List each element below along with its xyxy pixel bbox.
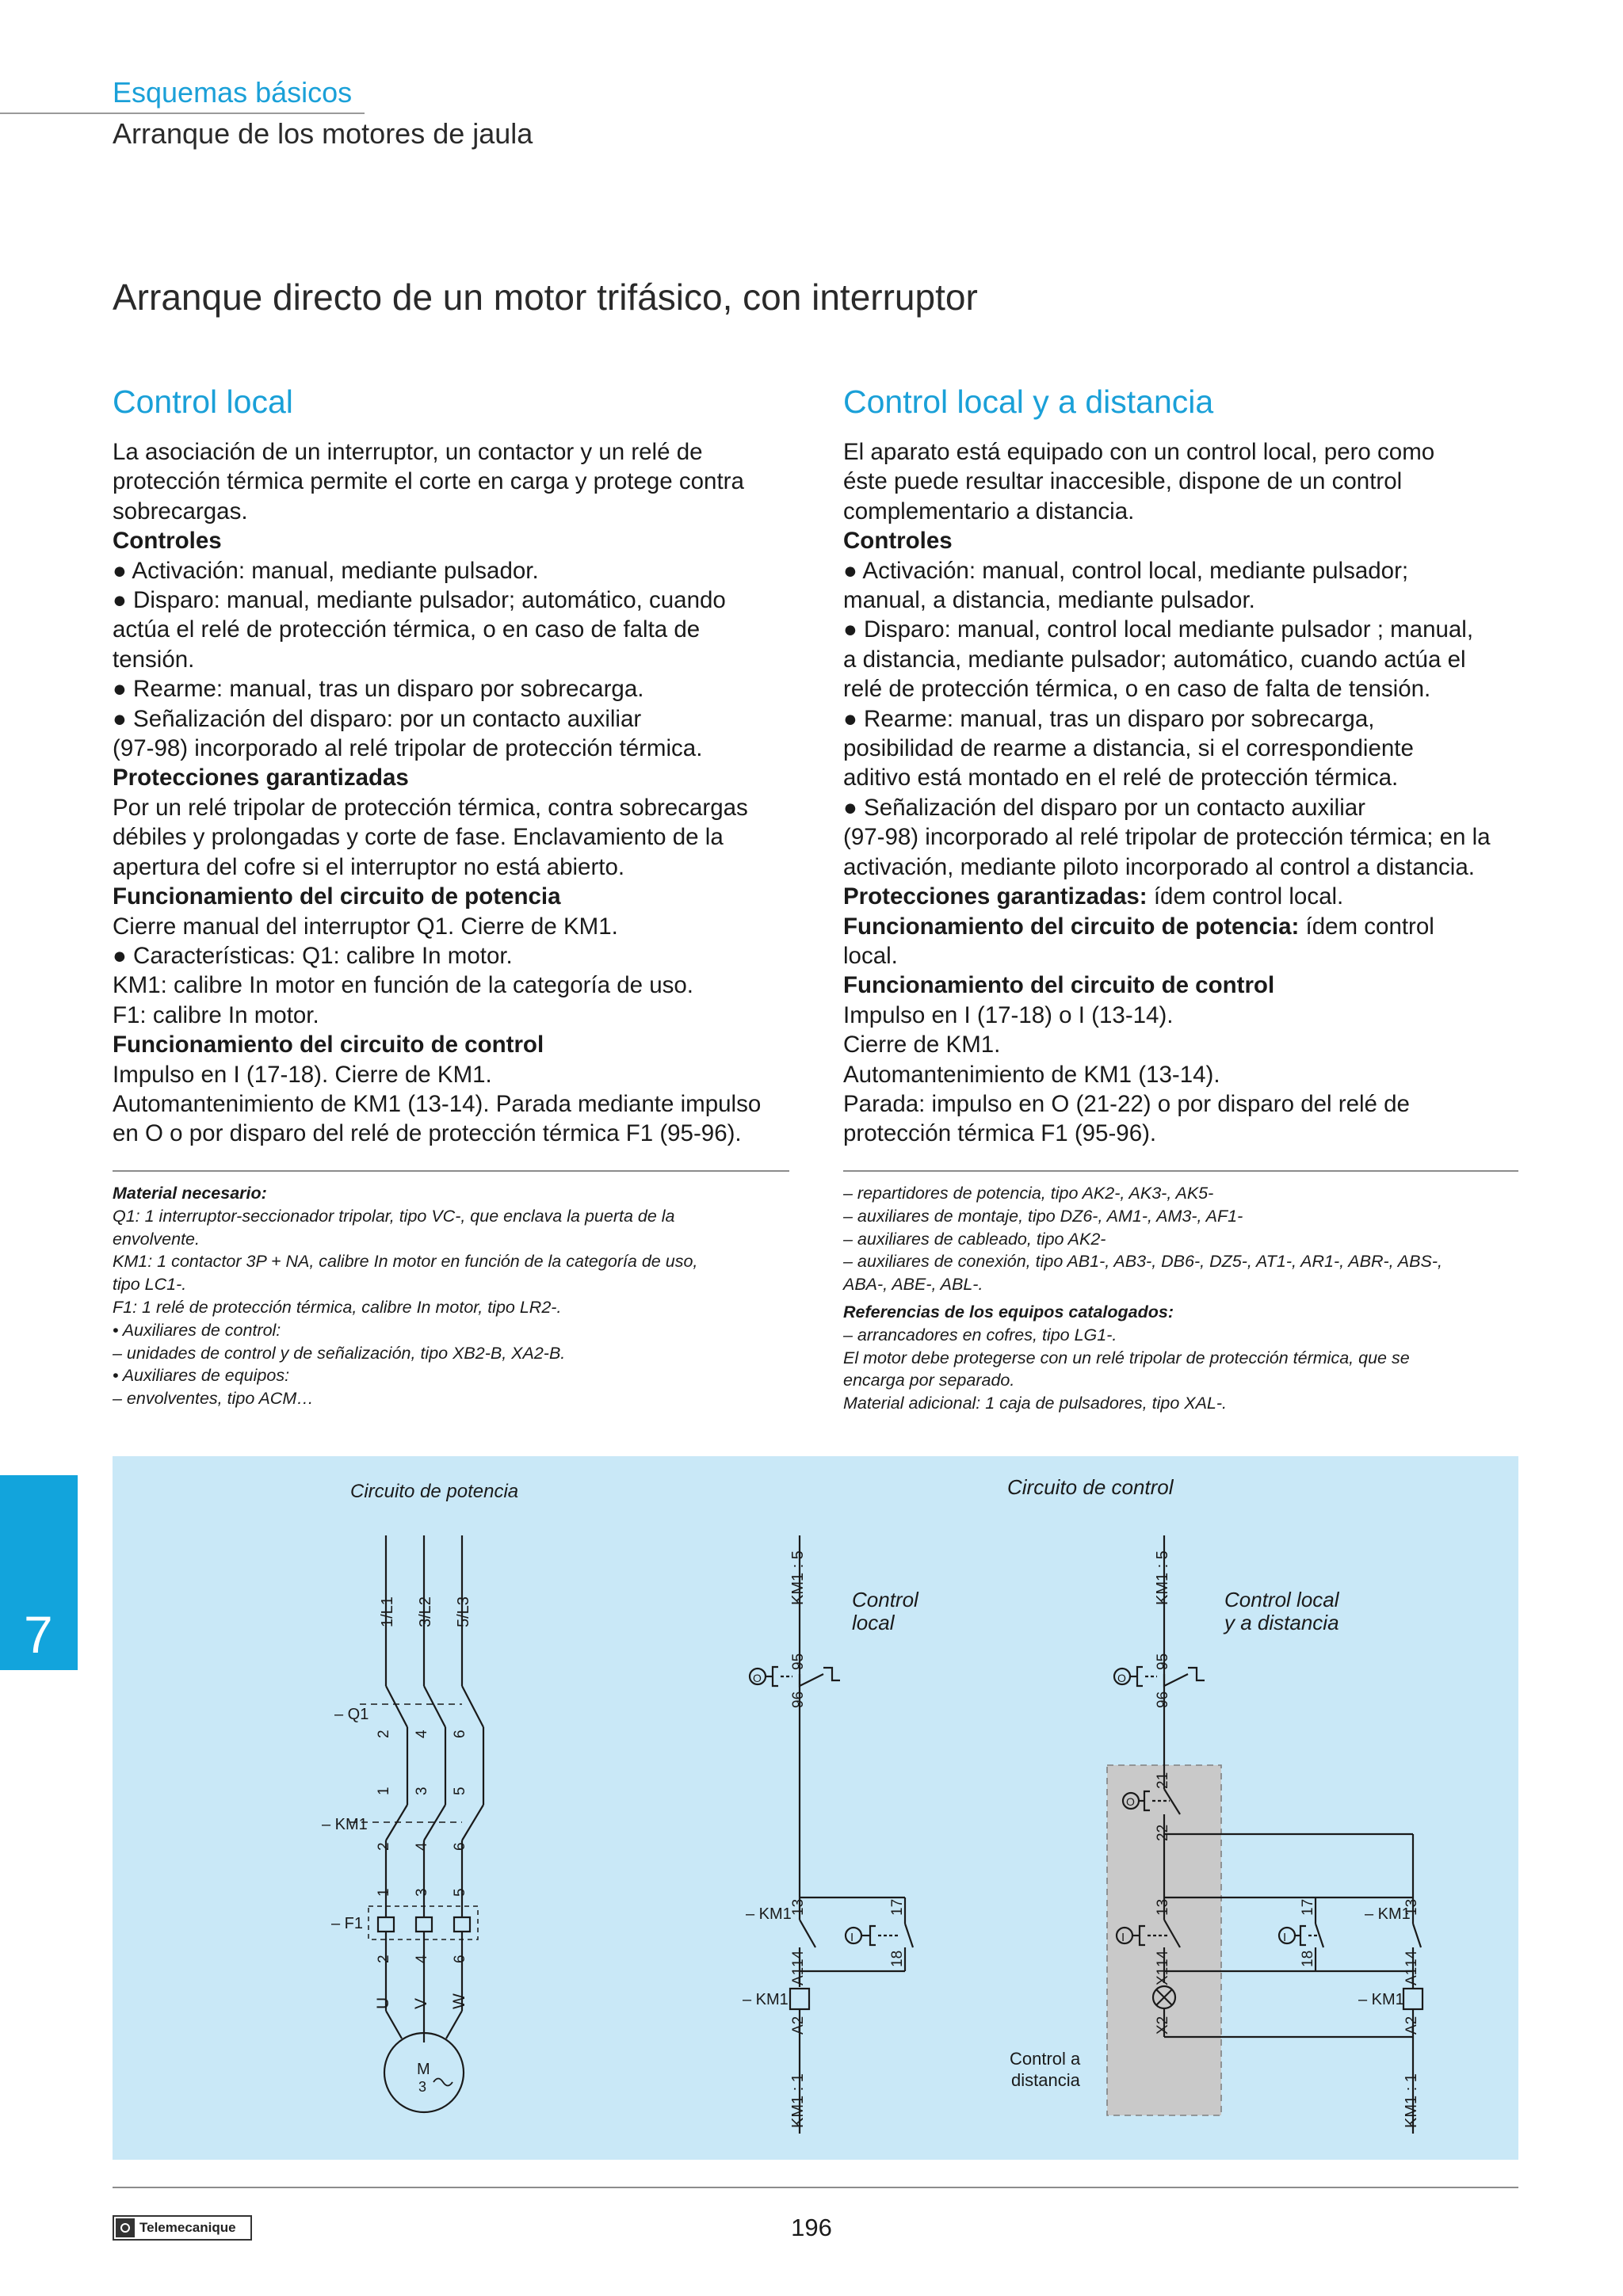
- terminal-95-local: 95: [790, 1653, 807, 1670]
- body-line: ● Activación: manual, control local, mediante pulsador;: [843, 557, 1409, 584]
- right-column-body: [843, 437, 1533, 1149]
- km1-coil-remote-label: – KM1: [1358, 1991, 1404, 2008]
- note-line: – unidades de control y de señalización, tipo XB2-B, XA2-B.: [113, 1343, 566, 1363]
- section-title: Esquemas básicos: [113, 76, 353, 109]
- note-line: • Auxiliares de control:: [113, 1320, 281, 1340]
- note-line: – auxiliares de cableado, tipo AK2-: [843, 1229, 1106, 1249]
- ref-km1-5-remote: KM1 : 5: [1154, 1550, 1171, 1605]
- body-line: tensión.: [113, 646, 195, 673]
- note-line: – arrancadores en cofres, tipo LG1-.: [843, 1325, 1117, 1344]
- terminal-95-remote: 95: [1155, 1653, 1171, 1670]
- body-line: protección térmica permite el corte en carga y protege contra: [113, 468, 744, 495]
- terminal-14-remote: 14: [1403, 1950, 1420, 1967]
- terminal-17-local: 17: [889, 1898, 906, 1916]
- note-line: Q1: 1 interruptor-seccionador tripolar, tipo VC-, que enclava la puerta de la: [113, 1206, 675, 1226]
- section-subtitle: Arranque de los motores de jaula: [113, 117, 533, 150]
- terminal-km1-1: 1: [376, 1787, 392, 1795]
- terminal-f1-6: 6: [452, 1955, 468, 1963]
- body-line: manual, a distancia, mediante pulsador.: [843, 587, 1255, 614]
- note-line: – auxiliares de conexión, tipo AB1-, AB3-, DB6-, DZ5-, AT1-, AR1-, ABR-, ABS-,: [843, 1252, 1442, 1272]
- phase-l1-label: 1/L1: [379, 1596, 396, 1627]
- page-number: 196: [791, 2214, 832, 2241]
- brand-name: Telemecanique: [139, 2220, 236, 2235]
- f1-label: – F1: [331, 1915, 364, 1932]
- footer-rule: [113, 2187, 1518, 2188]
- body-line: a distancia, mediante pulsador; automático, cuando actúa el: [843, 646, 1466, 673]
- lamp-x2: X2: [1155, 2016, 1171, 2035]
- body-line: La asociación de un interruptor, un contactor y un relé de: [113, 439, 703, 465]
- body-line: Funcionamiento del circuito de control: [843, 972, 1275, 999]
- body-line: Automantenimiento de KM1 (13-14). Parada mediante impulso: [113, 1090, 762, 1117]
- power-circuit-title: Circuito de potencia: [350, 1481, 519, 1502]
- ref-km1-5-local: KM1 : 5: [789, 1550, 807, 1605]
- terminal-18-local: 18: [889, 1950, 906, 1967]
- button-i-local: I: [850, 1931, 854, 1944]
- motor-terminal-v: V: [412, 1997, 430, 2009]
- terminal-km1-2: 2: [376, 1842, 392, 1851]
- terminal-f1-2: 2: [376, 1955, 392, 1963]
- body-line: Cierre manual del interruptor Q1. Cierre de KM1.: [113, 913, 618, 940]
- terminal-21: 21: [1155, 1772, 1171, 1789]
- coil-a2-remote: A2: [1403, 2016, 1420, 2035]
- body-line: ● Disparo: manual, mediante pulsador; automático, cuando: [113, 587, 726, 614]
- body-line: ● Rearme: manual, tras un disparo por sobrecarga.: [113, 676, 644, 703]
- body-line: en O o por disparo del relé de protección térmica F1 (95-96).: [113, 1120, 742, 1147]
- body-line: ● Rearme: manual, tras un disparo por sobrecarga,: [843, 705, 1375, 732]
- body-line: Funcionamiento del circuito de control: [113, 1032, 544, 1058]
- note-line: – envolventes, tipo ACM…: [113, 1389, 314, 1409]
- terminal-17-remote: 17: [1300, 1898, 1316, 1916]
- terminal-18-remote: 18: [1300, 1950, 1316, 1967]
- body-line: Funcionamiento del circuito de potencia: ídem control: [843, 913, 1434, 940]
- note-line: Referencias de los equipos catalogados:: [843, 1302, 1174, 1322]
- body-line: Parada: impulso en O (21-22) o por disparo del relé de: [843, 1090, 1410, 1117]
- body-line: F1: calibre In motor.: [113, 1001, 319, 1028]
- body-line: Impulso en I (17-18). Cierre de KM1.: [113, 1061, 492, 1088]
- right-notes-rule: [843, 1170, 1518, 1172]
- terminal-22: 22: [1155, 1824, 1171, 1841]
- body-line: posibilidad de rearme a distancia, si el correspondiente: [843, 735, 1414, 762]
- terminal-f1-3: 3: [414, 1888, 430, 1897]
- motor-terminal-u: U: [374, 1997, 392, 2009]
- body-line: sobrecargas.: [113, 498, 248, 524]
- motor-label: M: [417, 2061, 430, 2078]
- terminal-96-local: 96: [790, 1691, 807, 1708]
- left-column-title: Control local: [113, 383, 293, 420]
- terminal-q1-2: 2: [376, 1730, 392, 1738]
- body-line: El aparato está equipado con un control local, pero como: [843, 439, 1435, 465]
- button-o-local: O: [753, 1672, 762, 1684]
- body-line: aditivo está montado en el relé de protección térmica.: [843, 765, 1399, 791]
- body-line: Funcionamiento del circuito de potencia: [113, 883, 561, 910]
- q1-label: – Q1: [334, 1706, 369, 1723]
- body-line: actúa el relé de protección térmica, o en caso de falta de: [113, 616, 701, 643]
- body-line: relé de protección térmica, o en caso de falta de tensión.: [843, 676, 1431, 703]
- note-line: envolvente.: [113, 1229, 200, 1249]
- button-o-distance: O: [1126, 1795, 1135, 1808]
- header-rule: [0, 113, 365, 114]
- body-line: Cierre de KM1.: [843, 1032, 1001, 1058]
- note-line: F1: 1 relé de protección térmica, calibre In motor, tipo LR2-.: [113, 1297, 562, 1317]
- button-i-remote: I: [1283, 1931, 1287, 1944]
- button-i-distance: I: [1121, 1931, 1125, 1944]
- wiring-diagram: [113, 1456, 1518, 2160]
- left-notes-rule: [113, 1170, 789, 1172]
- km1-coil-local-label: – KM1: [743, 1991, 789, 2008]
- body-line: Controles: [843, 528, 953, 555]
- note-line: • Auxiliares de equipos:: [113, 1366, 290, 1386]
- body-line: débiles y prolongadas y corte de fase. Enclavamiento de la: [113, 824, 724, 851]
- note-line: tipo LC1-.: [113, 1275, 187, 1295]
- control-local-label-1: Control: [852, 1588, 918, 1611]
- control-remote-label-1: Control local: [1224, 1588, 1339, 1611]
- references-notes: [843, 1182, 1518, 1415]
- terminal-13-distance: 13: [1155, 1898, 1171, 1916]
- body-line: protección térmica F1 (95-96).: [843, 1120, 1157, 1147]
- body-line: KM1: calibre In motor en función de la categoría de uso.: [113, 972, 694, 999]
- note-line: Material necesario:: [113, 1184, 267, 1203]
- note-line: encarga por separado.: [843, 1371, 1015, 1390]
- body-line: local.: [843, 942, 898, 969]
- motor-terminal-w: W: [450, 1993, 468, 2009]
- terminal-km1-5: 5: [452, 1787, 468, 1795]
- km1-contact-local-label: – KM1: [746, 1905, 792, 1923]
- left-column-body: [113, 437, 802, 1149]
- phase-l3-label: 5/L3: [455, 1596, 472, 1627]
- note-line: – repartidores de potencia, tipo AK2-, AK3-, AK5-: [843, 1184, 1214, 1203]
- ref-km1-1-local: KM1 : 1: [789, 2073, 807, 2128]
- note-line: ABA-, ABE-, ABL-.: [843, 1275, 983, 1295]
- control-a-distancia-label-2: distancia: [1011, 2070, 1080, 2090]
- coil-a1-local: A1: [790, 1966, 807, 1985]
- terminal-q1-4: 4: [414, 1730, 430, 1738]
- body-line: éste puede resultar inaccesible, dispone de un control: [843, 468, 1403, 495]
- terminal-96-remote: 96: [1155, 1691, 1171, 1708]
- phase-l2-label: 3/L2: [417, 1596, 434, 1627]
- body-line: ● Disparo: manual, control local mediante pulsador ; manual,: [843, 616, 1474, 643]
- body-line: activación, mediante piloto incorporado al control a distancia.: [843, 853, 1475, 880]
- right-column-title: Control local y a distancia: [843, 383, 1214, 420]
- schematic-svg: [113, 1456, 1518, 2160]
- body-line: Por un relé tripolar de protección térmica, contra sobrecargas: [113, 794, 748, 821]
- motor-phases: 3: [418, 2079, 427, 2095]
- terminal-km1-4: 4: [414, 1842, 430, 1851]
- body-line: ● Señalización del disparo: por un contacto auxiliar: [113, 705, 642, 732]
- note-line: KM1: 1 contactor 3P + NA, calibre In motor en función de la categoría de uso,: [113, 1252, 698, 1272]
- terminal-km1-3: 3: [414, 1787, 430, 1795]
- material-notes: [113, 1182, 789, 1410]
- body-line: Impulso en I (17-18) o I (13-14).: [843, 1001, 1174, 1028]
- body-line: ● Señalización del disparo por un contacto auxiliar: [843, 794, 1366, 821]
- coil-a1-remote: A1: [1403, 1966, 1420, 1985]
- body-line: (97-98) incorporado al relé tripolar de protección térmica.: [113, 735, 703, 762]
- coil-a2-local: A2: [790, 2016, 807, 2035]
- button-o-remote: O: [1117, 1672, 1126, 1684]
- body-line: apertura del cofre si el interruptor no está abierto.: [113, 853, 625, 880]
- note-line: – auxiliares de montaje, tipo DZ6-, AM1-, AM3-, AF1-: [843, 1206, 1243, 1226]
- body-line: ● Características: Q1: calibre In motor.: [113, 942, 513, 969]
- terminal-13-local: 13: [790, 1898, 807, 1916]
- control-local-label-2: local: [852, 1611, 895, 1634]
- km1-power-label: – KM1: [322, 1816, 368, 1833]
- note-line: Material adicional: 1 caja de pulsadores, tipo XAL-.: [843, 1394, 1228, 1413]
- body-line: Protecciones garantizadas: ídem control local.: [843, 883, 1344, 910]
- chapter-number: 7: [24, 1605, 53, 1664]
- page-title: Arranque directo de un motor trifásico, con interruptor: [113, 277, 978, 318]
- terminal-13-remote: 13: [1403, 1898, 1420, 1916]
- control-a-distancia-label-1: Control a: [1010, 2049, 1081, 2069]
- body-line: Controles: [113, 528, 222, 555]
- body-line: complementario a distancia.: [843, 498, 1135, 524]
- terminal-km1-6: 6: [452, 1842, 468, 1851]
- body-line: ● Activación: manual, mediante pulsador.: [113, 557, 539, 584]
- terminal-14-distance: 14: [1155, 1950, 1171, 1967]
- note-line: El motor debe protegerse con un relé tripolar de protección térmica, que se: [843, 1348, 1410, 1367]
- terminal-f1-5: 5: [452, 1888, 468, 1897]
- terminal-14-local: 14: [790, 1950, 807, 1967]
- lamp-x1: X1: [1155, 1966, 1171, 1985]
- terminal-q1-6: 6: [452, 1730, 468, 1738]
- terminal-f1-1: 1: [376, 1888, 392, 1897]
- ref-km1-1-remote: KM1 : 1: [1403, 2073, 1420, 2128]
- body-line: Automantenimiento de KM1 (13-14).: [843, 1061, 1220, 1088]
- control-circuit-title: Circuito de control: [1007, 1475, 1174, 1499]
- km1-contact-remote-label: – KM1: [1365, 1905, 1411, 1923]
- terminal-f1-4: 4: [414, 1955, 430, 1963]
- body-line: Protecciones garantizadas: [113, 765, 409, 791]
- body-line: (97-98) incorporado al relé tripolar de protección térmica; en la: [843, 824, 1491, 851]
- control-remote-label-2: y a distancia: [1224, 1611, 1339, 1634]
